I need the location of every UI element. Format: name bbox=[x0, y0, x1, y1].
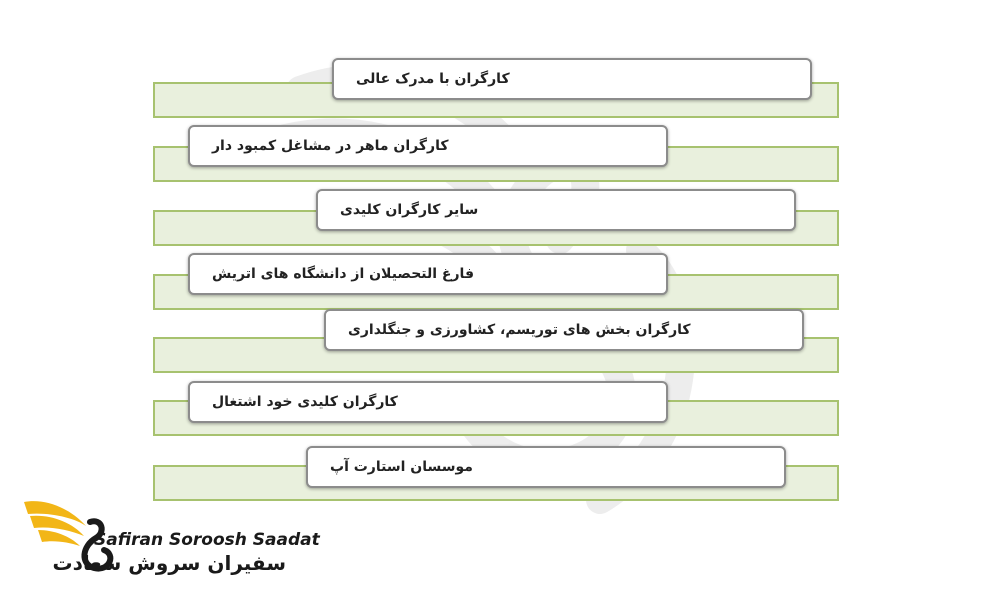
item-5-label: کارگران بخش های توریسم، کشاورزی و جنگلداری bbox=[348, 322, 691, 338]
item-7-box bbox=[306, 446, 786, 488]
company-name-english: Safiran Soroosh Saadat bbox=[94, 530, 320, 550]
item-2-label: کارگران ماهر در مشاغل کمبود دار bbox=[212, 138, 449, 154]
item-5-box bbox=[324, 309, 804, 351]
item-7-label: موسسان استارت آپ bbox=[330, 459, 473, 475]
item-6-label: کارگران کلیدی خود اشتغال bbox=[212, 394, 398, 410]
item-6-box bbox=[188, 381, 668, 423]
item-1-box bbox=[332, 58, 812, 100]
item-3-label: سایر کارگران کلیدی bbox=[340, 202, 479, 218]
item-1-label: کارگران با مدرک عالی bbox=[356, 71, 510, 87]
item-4-label: فارغ التحصیلان از دانشگاه های اتریش bbox=[212, 266, 474, 282]
item-2-box bbox=[188, 125, 668, 167]
item-3-box bbox=[316, 189, 796, 231]
company-name-persian: سفیران سروش سعادت bbox=[52, 551, 286, 575]
item-4-box bbox=[188, 253, 668, 295]
